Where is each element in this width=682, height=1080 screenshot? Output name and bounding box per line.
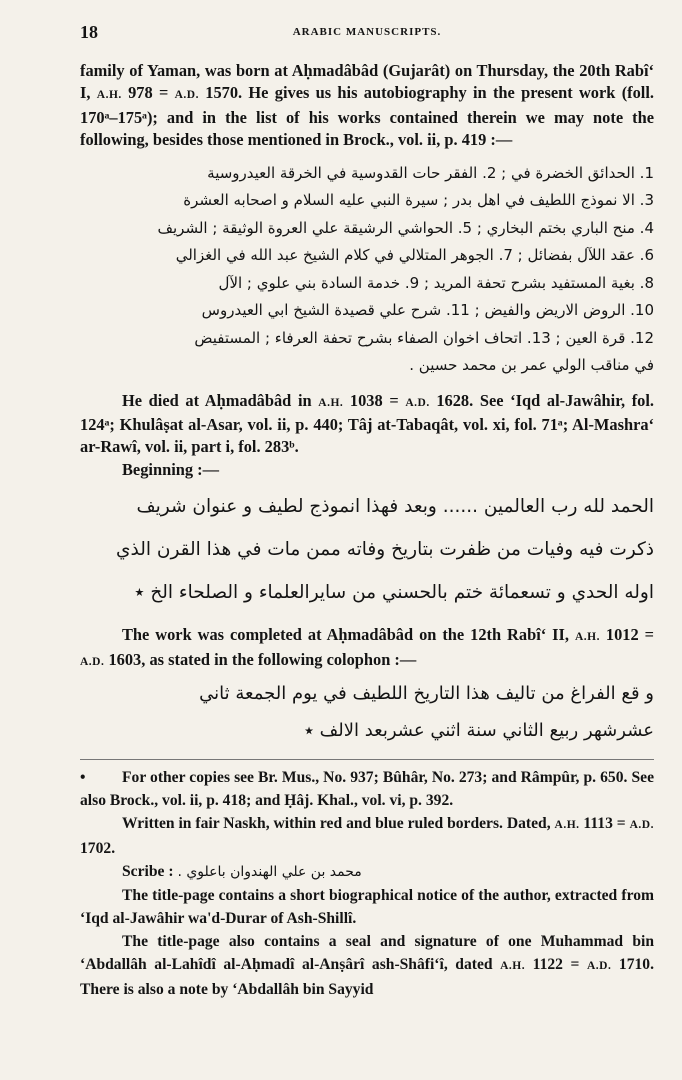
completion-paragraph [80, 624, 654, 673]
title-page-note-2 [80, 930, 654, 1001]
title-page-text-2: 1122 = [525, 956, 587, 974]
quote-line: ذكرت فيه وفيات من ظفرت بتاريخ وفاته ممن مات في هذا القرن الذي [116, 539, 654, 561]
completion-text-3: 1603, as stated in the following colophon :— [104, 649, 417, 669]
intro-text-1: family of Yaman, was born at Aḥmadâbâd (Gujarât) on Thursday, the 20th Rabîʻ I, [80, 61, 654, 103]
page-number: 18 [80, 22, 98, 42]
era-ah: A.H. [554, 819, 580, 832]
notes-section [80, 766, 654, 1001]
written-text-3: 1702. [80, 840, 116, 858]
written-text-1: Written in fair Naskh, within red and blue ruled borders. Dated, [122, 815, 555, 833]
death-paragraph [80, 390, 654, 459]
completion-text-2: 1012 = [599, 625, 654, 645]
scribe-name: محمد بن علي الهندوان باعلوي . [177, 864, 362, 881]
era-ad: A.D. [80, 655, 105, 668]
scribe-note [80, 860, 654, 884]
title-page-note-1: The title-page contains a short biographical notice of the author, extracted from ʻIqd al-Jawâhir wa'd-Durar of Ash-Shillî. [80, 887, 654, 928]
divider-rule [80, 759, 654, 760]
works-line: 8. بغية المستفيد بشرح تحفة المريد ; 9. خدمة السادة بني علوي ; الآل [218, 273, 654, 292]
works-line: 1. الحدائق الخضرة في ; 2. الفقر حات القدوسية في الخرقة العيدروسية [207, 163, 654, 182]
completion-text-1: The work was completed at Aḥmadâbâd on the 12th Rabîʻ II, [122, 625, 575, 645]
beginning-quote [80, 485, 654, 614]
copies-note [80, 766, 654, 812]
bullet-icon: • [80, 769, 86, 787]
colophon-line: و قع الفراغ من تاليف هذا التاريخ اللطيف في يوم الجمعة ثاني [199, 683, 654, 705]
works-line: 12. قرة العين ; 13. اتحاف اخوان الصفاء بشرح تحفة العرفاء ; المستفيض [194, 328, 654, 347]
running-title: ARABIC MANUSCRIPTS. [292, 26, 442, 38]
works-line: 10. الروض الاريض والفيض ; 11. شرح علي قصيدة الشيخ ابي العيدروس [201, 301, 654, 320]
intro-text-2: 978 = [121, 83, 175, 103]
works-line: 3. الا نموذج اللطيف في اهل بدر ; سيرة النبي عليه السلام و اصحابه العشرة [183, 191, 654, 210]
era-ad: A.D. [586, 960, 612, 973]
era-ah: A.H. [318, 396, 344, 409]
works-line: في مناقب الولي عمر بن محمد حسين . [409, 356, 654, 375]
intro-paragraph [80, 60, 654, 152]
era-ah: A.H. [500, 960, 526, 973]
quote-line: الحمد لله رب العالمين ...... وبعد فهذا انموذج لطيف و عنوان شريف [136, 496, 654, 518]
scribe-label: Scribe : [122, 863, 178, 881]
page-header [80, 22, 654, 46]
era-ah: A.H. [574, 631, 600, 644]
works-list [80, 160, 654, 380]
main-text [80, 60, 654, 1001]
title-page-text-3: 1710. There is also a note by ʻAbdallâh bin Sayyid [80, 956, 654, 999]
beginning-label: Beginning :— [122, 459, 219, 479]
death-text-3: 1628. See ʻIqd al-Jawâhir, fol. 124ᵃ; Khulâṣat al-Asar, vol. ii, p. 440; Tâj at-Tabaqât, vol. xi, fol. 71ᵃ; Al-Mashraʻ ar-Rawî, vol. ii, part i, fol. 283ᵇ. [80, 390, 655, 457]
era-ah: A.H. [96, 89, 122, 102]
written-text-2: 1113 = [579, 815, 630, 833]
era-ad: A.D. [629, 819, 654, 832]
quote-line: اوله الحدي و تسعمائة ختم بالحسني من سايرالعلماء و الصلحاء الخ ٭ [134, 582, 654, 604]
copies-text: For other copies see Br. Mus., No. 937; Bûhâr, No. 273; and Râmpûr, p. 650. See also Brock., vol. ii, p. 418; and Ḥâj. Khal., vol. vi, p. 392. [80, 769, 654, 810]
death-text-1: He died at Aḥmadâbâd in [122, 390, 319, 410]
intro-text-3: 1570. He gives us his autobiography in the present work (foll. 170ᵃ–175ᵃ); and in the list of his works contained therein we may note the following, besides those mentioned in Brock., vol. ii, p. 419 :— [80, 83, 655, 150]
works-line: 4. منح الباري بختم البخاري ; 5. الحواشي الرشيقة علي العروة الوثيقة ; الشريف [157, 218, 654, 237]
colophon-line: عشرشهر ربيع الثاني سنة اثني عشربعد الالف ٭ [304, 720, 654, 742]
death-text-2: 1038 = [343, 390, 406, 410]
era-ad: A.D. [405, 396, 430, 409]
written-note [80, 812, 654, 860]
era-ad: A.D. [174, 89, 199, 102]
colophon-quote [80, 675, 654, 749]
works-line: 6. عقد اللآل بفضائل ; 7. الجوهر المتلالي في كلام الشيخ عبد الله في الغزالي [175, 246, 654, 265]
title-page-text-1: The title-page also contains a seal and signature of one Muhammad bin ʻAbdallâh al-Lahîdî al-Aḥmadî al-Anṣârî ash-Shâfiʻî, dated [80, 933, 654, 974]
